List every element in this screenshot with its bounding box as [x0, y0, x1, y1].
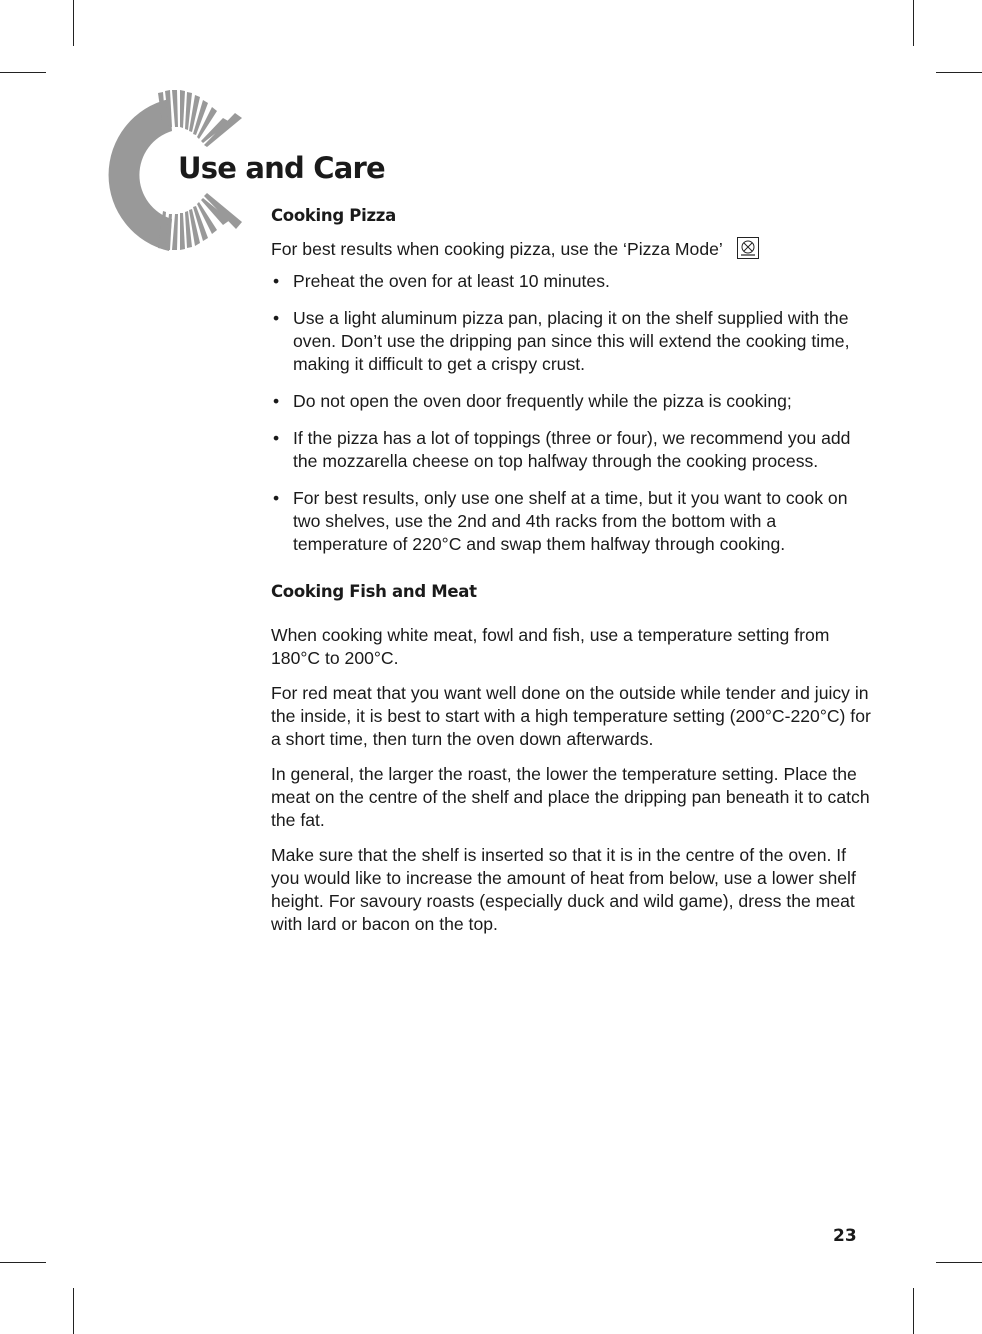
crop-mark-bottom-right: [913, 1288, 914, 1334]
fish-meat-paragraph: For red meat that you want well done on the outside while tender and juicy in the inside, it is best to start with a high temperature setting (200°C-220°C) for a short time, then turn the oven down afterwards.: [271, 683, 871, 749]
bullet-icon: •: [273, 271, 280, 291]
crop-mark-top-right: [913, 0, 914, 46]
crop-mark-top-right: [936, 72, 982, 73]
crop-mark-top-left: [0, 72, 46, 73]
list-item: • For best results, only use one shelf at a time, but it you want to cook on two shelves, use the 2nd and 4th racks from the bottom with a temperature of 220°C and swap them halfway through cooking.: [273, 488, 848, 554]
bullet-icon: •: [273, 391, 280, 411]
page-number: 23: [833, 1226, 857, 1246]
section-title: Use and Care: [178, 151, 385, 185]
pizza-intro: [271, 238, 871, 261]
pizza-tips-list: [271, 270, 871, 556]
crop-mark-bottom-left: [73, 1288, 74, 1334]
fish-meat-paragraph: In general, the larger the roast, the lower the temperature setting. Place the meat on the centre of the shelf and place the dripping pan beneath it to catch the fat.: [271, 764, 870, 830]
crop-mark-top-left: [73, 0, 74, 46]
list-item: • If the pizza has a lot of toppings (three or four), we recommend you add the mozzarella cheese on top halfway through the cooking process.: [273, 428, 851, 471]
fish-meat-section: [271, 624, 871, 936]
bullet-icon: •: [273, 488, 280, 508]
bullet-icon: •: [273, 308, 280, 328]
main-content: [271, 206, 871, 948]
list-item: • Use a light aluminum pizza pan, placing it on the shelf supplied with the oven. Don’t use the dripping pan since this will extend the cooking time, making it difficult to get a crispy crust.: [273, 308, 850, 374]
crop-mark-bottom-left: [0, 1262, 46, 1263]
list-item: • Preheat the oven for at least 10 minutes.: [273, 271, 610, 291]
bullet-icon: •: [273, 428, 280, 448]
pizza-intro-text: For best results when cooking pizza, use the ‘Pizza Mode’: [271, 239, 723, 259]
pizza-mode-icon: [737, 237, 759, 259]
fish-meat-paragraph: Make sure that the shelf is inserted so that it is in the centre of the oven. If you would like to increase the amount of heat from below, use a lower shelf height. For savoury roasts (especially duck and wild game), dress the meat with lard or bacon on the top.: [271, 845, 856, 934]
cooking-pizza-heading: Cooking Pizza: [271, 206, 396, 225]
fish-meat-paragraph: When cooking white meat, fowl and fish, use a temperature setting from 180°C to 200°C.: [271, 625, 830, 668]
crop-mark-bottom-right: [936, 1262, 982, 1263]
cooking-fish-meat-heading: Cooking Fish and Meat: [271, 582, 477, 601]
list-item: • Do not open the oven door frequently while the pizza is cooking;: [273, 391, 792, 411]
